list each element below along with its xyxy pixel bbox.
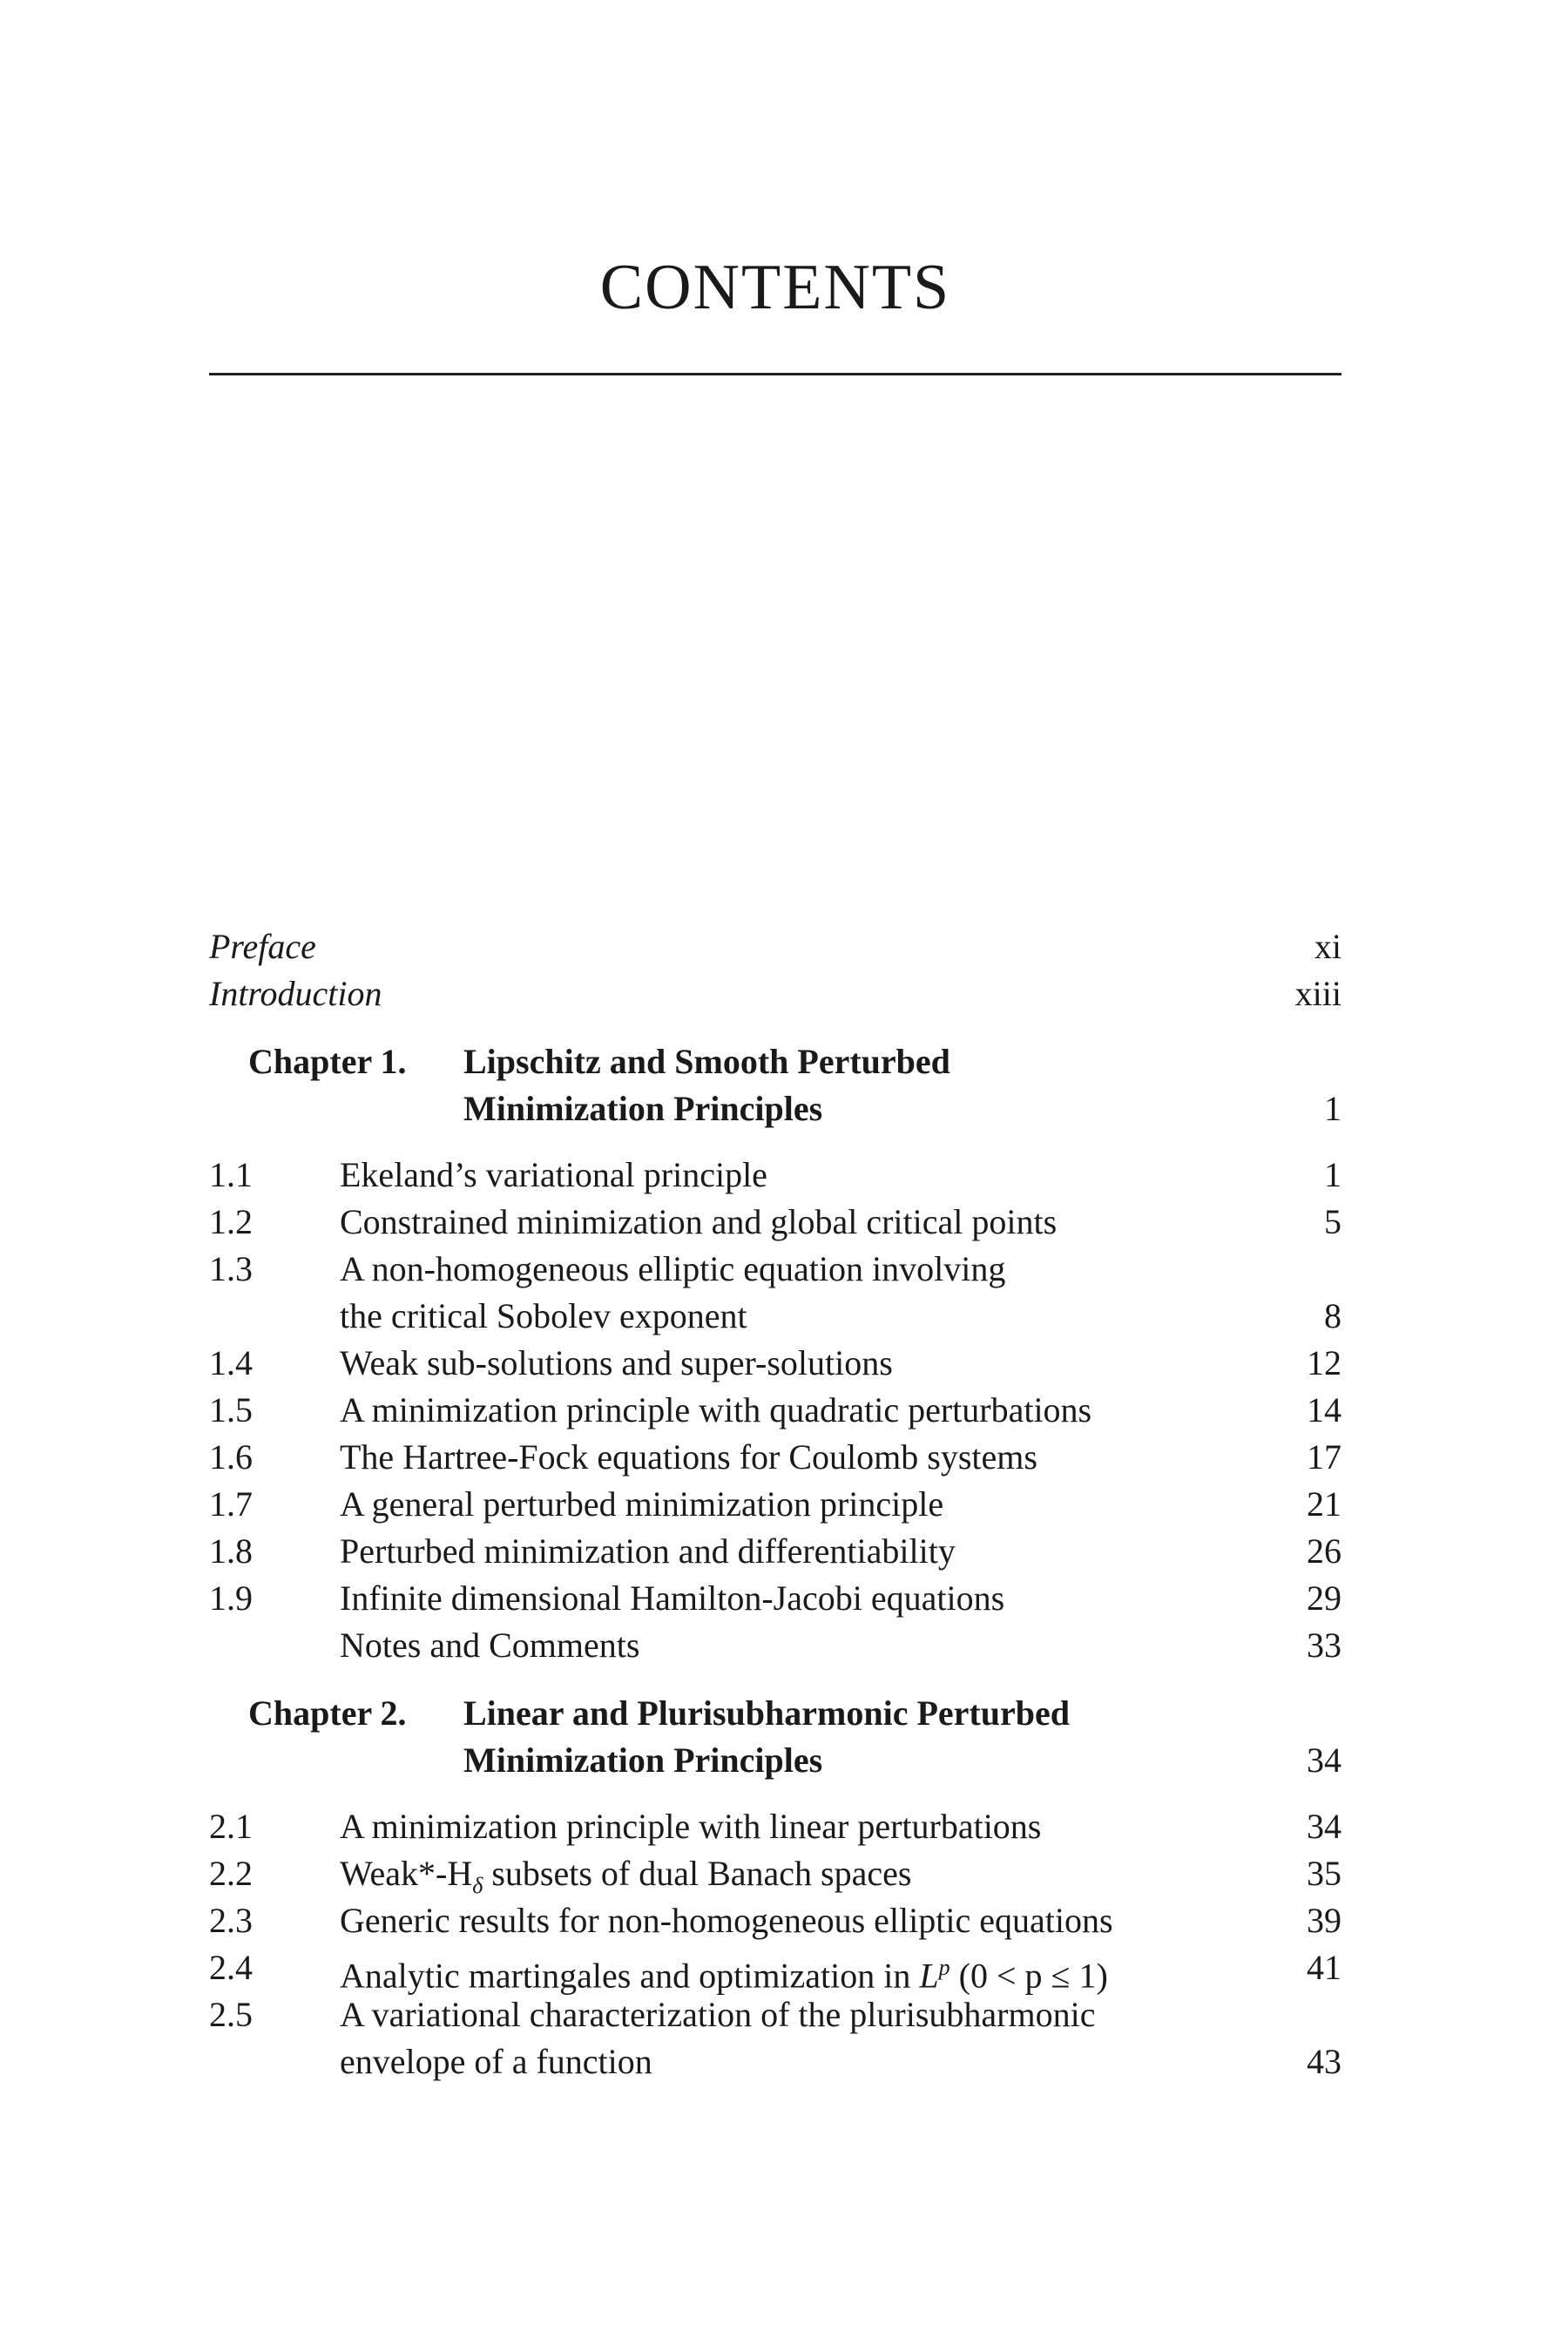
section-title: Perturbed minimization and differentiability (340, 1531, 956, 1571)
page-title: CONTENTS (599, 252, 951, 323)
toc-entry[interactable] (209, 1944, 1342, 1996)
section-title: A minimization principle with quadratic perturbations (340, 1390, 1092, 1429)
section-number: 1.3 (209, 1249, 253, 1288)
chapter-label: Chapter 2. (248, 1693, 407, 1733)
toc-entry[interactable] (209, 1340, 1342, 1387)
entry-page: xiii (1294, 974, 1342, 1013)
toc-entry[interactable] (209, 1481, 1342, 1528)
title-part: subsets of dual Banach spaces (483, 1854, 912, 1893)
toc-entry-introduction[interactable] (209, 970, 1342, 1017)
toc-entry[interactable] (209, 1528, 1342, 1575)
toc-entry[interactable] (209, 1575, 1342, 1622)
entry-title: Preface (209, 927, 316, 966)
section-number: 1.4 (209, 1343, 253, 1382)
section-page: 1 (1324, 1155, 1342, 1194)
section-page: 8 (1324, 1296, 1342, 1335)
chapter-1-heading-cont[interactable] (209, 1085, 1342, 1132)
section-number: 1.9 (209, 1578, 253, 1618)
toc-entry[interactable] (209, 1850, 1342, 1897)
title-part: Analytic martingales and optimization in (340, 1956, 920, 1996)
section-number: 1.7 (209, 1484, 253, 1524)
section-page: 12 (1307, 1343, 1342, 1382)
toc-entry[interactable] (209, 1152, 1342, 1199)
title-part: (0 < p ≤ 1) (950, 1956, 1108, 1996)
chapter-title: Minimization Principles (463, 1740, 823, 1780)
section-number: 1.2 (209, 1202, 253, 1241)
chapter-title: Linear and Plurisubharmonic Perturbed (463, 1693, 1070, 1733)
section-title: A variational characterization of the plurisubharmonic (340, 1995, 1096, 2034)
section-title: A minimization principle with linear perturbations (340, 1807, 1042, 1846)
chapter-title: Lipschitz and Smooth Perturbed (463, 1042, 950, 1081)
toc-entry[interactable] (209, 1991, 1342, 2038)
section-page: 17 (1307, 1437, 1342, 1477)
section-page: 26 (1307, 1531, 1342, 1571)
lp-exponent: p (938, 1955, 950, 1980)
section-page: 34 (1307, 1807, 1342, 1846)
toc-entry[interactable] (209, 1387, 1342, 1434)
section-number: 2.5 (209, 1995, 253, 2034)
section-title: Infinite dimensional Hamilton-Jacobi equations (340, 1578, 1005, 1618)
section-number: 2.4 (209, 1948, 253, 1987)
section-number: 1.8 (209, 1531, 253, 1571)
section-title: A general perturbed minimization principle (340, 1484, 944, 1524)
section-page: 14 (1307, 1390, 1342, 1429)
section-page: 41 (1307, 1948, 1342, 1987)
section-number: 1.5 (209, 1390, 253, 1429)
chapter-2-heading[interactable] (209, 1690, 1342, 1737)
section-page: 21 (1307, 1484, 1342, 1524)
toc-entry[interactable] (209, 1246, 1342, 1293)
section-page: 43 (1307, 2042, 1342, 2081)
toc-entry[interactable] (209, 1897, 1342, 1944)
lp-symbol: L (919, 1956, 939, 1996)
section-number: 2.3 (209, 1901, 253, 1940)
entry-page: xi (1314, 927, 1342, 966)
section-page: 39 (1307, 1901, 1342, 1940)
title-rule (209, 373, 1342, 375)
table-of-contents (209, 923, 1342, 2085)
section-number: 1.6 (209, 1437, 253, 1477)
section-page: 35 (1307, 1854, 1342, 1893)
section-number: 1.1 (209, 1155, 253, 1194)
section-title: the critical Sobolev exponent (340, 1296, 747, 1335)
toc-entry[interactable] (209, 1199, 1342, 1246)
chapter-page: 1 (1324, 1089, 1342, 1128)
chapter-page: 34 (1307, 1740, 1342, 1780)
chapter-title: Minimization Principles (463, 1089, 823, 1128)
toc-entry[interactable] (209, 1622, 1342, 1669)
section-page: 29 (1307, 1578, 1342, 1618)
section-page: 5 (1324, 1202, 1342, 1241)
section-number: 2.2 (209, 1854, 253, 1893)
toc-entry[interactable] (209, 1434, 1342, 1481)
section-title: Generic results for non-homogeneous elliptic equations (340, 1901, 1113, 1940)
chapter-label: Chapter 1. (248, 1042, 407, 1081)
section-title: A non-homogeneous elliptic equation involving (340, 1249, 1006, 1288)
section-page: 33 (1307, 1625, 1342, 1665)
section-title: Constrained minimization and global critical points (340, 1202, 1058, 1241)
section-title: Notes and Comments (340, 1625, 640, 1665)
chapter-2-heading-cont[interactable] (209, 1737, 1342, 1784)
section-title: Ekeland’s variational principle (340, 1155, 767, 1194)
section-number: 2.1 (209, 1807, 253, 1846)
toc-entry-cont[interactable] (209, 1293, 1342, 1340)
toc-entry-cont[interactable] (209, 2038, 1342, 2085)
delta-subscript: δ (472, 1873, 483, 1898)
chapter-1-heading[interactable] (209, 1038, 1342, 1085)
toc-entry[interactable] (209, 1803, 1342, 1850)
section-title: envelope of a function (340, 2042, 652, 2081)
section-title: The Hartree-Fock equations for Coulomb systems (340, 1437, 1037, 1477)
title-part: Weak*-H (340, 1854, 473, 1893)
section-title: Weak sub-solutions and super-solutions (340, 1343, 893, 1382)
entry-title: Introduction (209, 974, 382, 1013)
toc-entry-preface[interactable] (209, 923, 1342, 970)
